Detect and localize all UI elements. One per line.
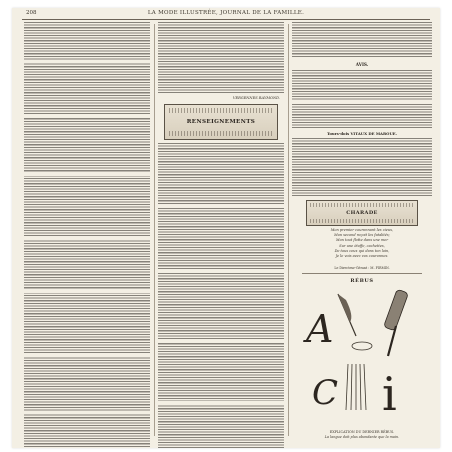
rebus-caption: EXPLICATION DU DERNIER RÉBUS.	[329, 430, 395, 434]
ring-icon	[352, 342, 372, 350]
subheading: Tours-dois VITAUX DE MAROUE.	[327, 131, 397, 136]
journal-title: LA MODE ILLUSTRÉE, JOURNAL DE LA FAMILLE.	[147, 10, 305, 16]
poem-line: Sur une étoffe, cachettes,	[339, 243, 385, 248]
charade-banner	[306, 200, 418, 226]
text-block	[292, 70, 432, 128]
column-middle	[158, 22, 284, 438]
text-block	[292, 22, 432, 58]
brush-icon	[384, 289, 409, 356]
poem-line: Je le vois avec vos couronnes.	[335, 254, 389, 259]
header-rule	[22, 19, 430, 20]
page-header	[12, 10, 440, 22]
charade-title: CHARADE	[346, 210, 378, 216]
newspaper-page	[12, 8, 440, 448]
banner-ornament	[310, 219, 414, 223]
quill-vane-icon	[338, 294, 351, 322]
poem-line: De tous ceux qui dans ton loin,	[334, 248, 390, 253]
avis-heading: AVIS.	[355, 62, 369, 67]
banner-ornament	[310, 203, 414, 207]
renseignements-title: RENSEIGNEMENTS	[186, 119, 256, 125]
text-block	[292, 138, 432, 196]
rebus-letter-a: A	[306, 307, 334, 351]
rebus-letter-c: C	[312, 373, 339, 413]
poem-line: Mon premier couronnant les cieux,	[330, 228, 394, 232]
column-separator-1	[154, 24, 155, 436]
author-signature: VERGENNES RAYMOND.	[232, 96, 280, 100]
editor-line: Le Directeur-Gérant : M. FIRMIN.	[334, 266, 390, 270]
column-separator-2	[288, 24, 289, 436]
text-block	[24, 22, 150, 448]
banner-ornament	[169, 108, 273, 113]
rebus-title: RÉBUS	[350, 278, 374, 284]
rebus-answer: La langue doit plus abondante que la main.	[324, 435, 400, 439]
poem-line: Mon tout flotte dans une mer	[335, 238, 389, 243]
column-right	[292, 22, 432, 438]
pens-icon	[346, 364, 366, 410]
renseignements-banner	[164, 104, 278, 140]
column-left-text	[24, 22, 150, 438]
page-number: 208	[26, 10, 37, 16]
charade-poem	[292, 228, 432, 259]
banner-ornament	[169, 131, 273, 136]
poem-line: Mon second reçoit les fatalités;	[334, 233, 390, 238]
rule	[302, 273, 422, 274]
rebus-illustration	[292, 286, 432, 426]
rebus-letter-i: i	[382, 367, 397, 421]
text-block	[158, 22, 284, 93]
